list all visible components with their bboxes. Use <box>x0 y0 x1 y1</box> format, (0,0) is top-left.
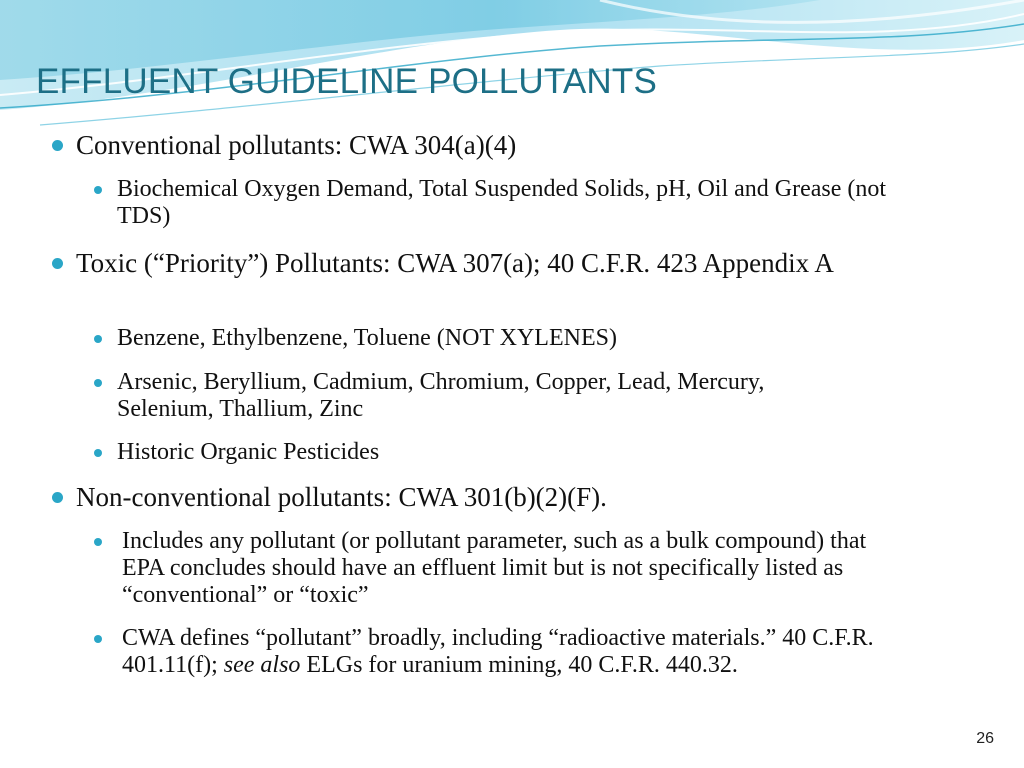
page-number: 26 <box>976 730 994 747</box>
sub-bullet-pesticides <box>117 439 907 466</box>
sub-bullet-cwa-defines <box>122 625 912 679</box>
bullet-dot-icon <box>52 140 63 151</box>
sub-bullet-text: Includes any pollutant (or pollutant parameter, such as a bulk compound) that EPA concludes should have an effluent limit but is not specifically listed as “conventional” or “toxic” <box>122 528 867 608</box>
bullet-dot-icon <box>94 538 102 546</box>
bullet-text: Non-conventional pollutants: CWA 301(b)(2)(F). <box>76 482 607 512</box>
bullet-dot-icon <box>94 449 102 457</box>
sub-bullet-metals <box>117 369 837 423</box>
sub-bullet-text: Benzene, Ethylbenzene, Toluene (NOT XYLENES) <box>117 325 617 351</box>
bullet-text: Toxic (“Priority”) Pollutants: CWA 307(a); 40 C.F.R. 423 Appendix A <box>76 248 834 278</box>
bullet-dot-icon <box>94 335 102 343</box>
sub-bullet-includes <box>122 528 892 609</box>
bullet-dot-icon <box>52 492 63 503</box>
sub-bullet-text-part1: CWA defines “pollutant” broadly, including “radioactive materials.” 40 C.F.R. 401.11(f); <box>122 625 874 678</box>
sub-bullet-text: Arsenic, Beryllium, Cadmium, Chromium, Copper, Lead, Mercury, Selenium, Thallium, Zinc <box>117 369 765 422</box>
sub-bullet-text-italic: see also <box>223 652 301 678</box>
sub-bullet-text: Biochemical Oxygen Demand, Total Suspended Solids, pH, Oil and Grease (not TDS) <box>117 176 887 229</box>
bullet-dot-icon <box>94 186 102 194</box>
bullet-conventional <box>76 130 896 161</box>
bullet-dot-icon <box>94 379 102 387</box>
bullet-non-conventional <box>76 482 896 513</box>
bullet-text: Conventional pollutants: CWA 304(a)(4) <box>76 130 517 160</box>
bullet-dot-icon <box>52 258 63 269</box>
bullet-toxic <box>76 248 836 279</box>
sub-bullet-text: Historic Organic Pesticides <box>117 439 380 465</box>
sub-bullet-btex <box>117 325 907 352</box>
sub-bullet-conventional-list <box>117 176 897 230</box>
bullet-dot-icon <box>94 635 102 643</box>
slide-title: EFFLUENT GUIDELINE POLLUTANTS <box>36 62 658 101</box>
sub-bullet-text-part2: ELGs for uranium mining, 40 C.F.R. 440.32. <box>300 652 738 678</box>
